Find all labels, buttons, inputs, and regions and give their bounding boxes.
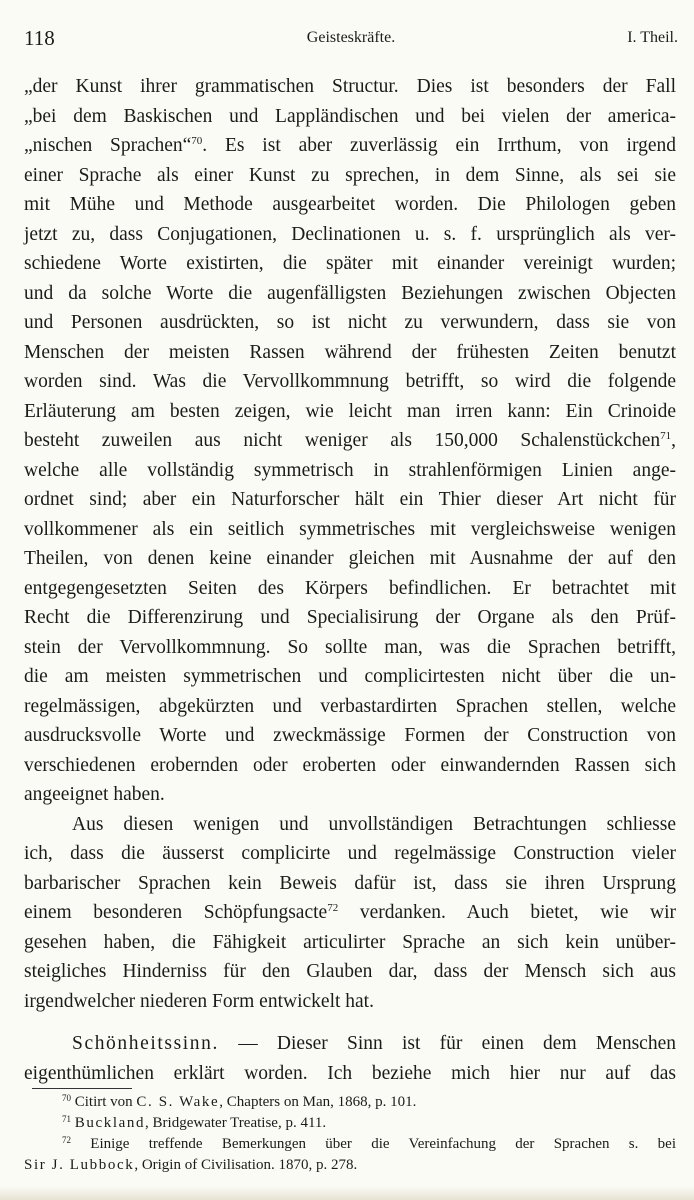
footnote-70 bbox=[24, 1092, 676, 1113]
text-line: stein der Vervollkommnung. So sollte man, was die Sprachen betrifft, bbox=[24, 636, 676, 658]
text-line: gesehen haben, die Fähigkeit articulirter Sprache an sich kein unüber- bbox=[24, 931, 676, 953]
running-head bbox=[24, 26, 678, 56]
text-line: Recht die Differenzirung und Specialisirung der Organe als den Prüf- bbox=[24, 607, 676, 628]
text-segment: „nischen Sprachen“ bbox=[24, 135, 192, 156]
text-line: ordnet sind; aber ein Naturforscher hält ein Thier dieser Art nicht für bbox=[24, 489, 676, 510]
text-line: Aus diesen wenigen und unvollständigen Betrachtungen schliesse bbox=[72, 813, 676, 835]
text-line: irgendwelcher niederen Form entwickelt hat. bbox=[24, 990, 374, 1012]
text-line: ausdrucksvolle Worte und zweckmässige Formen der Construction von bbox=[24, 725, 676, 746]
text-line: welche alle vollständig symmetrisch in strahlenförmigen Linien ange- bbox=[24, 459, 676, 481]
text-segment: verdanken. Auch bietet, wie wir bbox=[338, 902, 676, 923]
text-segment: . Es ist aber zuverlässig ein Irrthum, von irgend bbox=[202, 135, 676, 156]
text-segment: einem besonderen Schöpfungsacte bbox=[24, 902, 328, 923]
text-line bbox=[24, 1029, 676, 1059]
text-line bbox=[24, 131, 676, 161]
text-line: Theilen, von denen keine einander gleichen mit Ausnahme der auf den bbox=[24, 548, 676, 569]
text-line: jetzt zu, dass Conjugationen, Declinationen u. s. f. ursprünglich als ver- bbox=[24, 223, 676, 245]
footnote-text: Citirt von bbox=[71, 1094, 137, 1110]
footnote-ref-70[interactable]: 70 bbox=[191, 135, 203, 147]
footnote-72 bbox=[24, 1134, 676, 1155]
text-line: schiedene Worte existirten, die später mit einander vereinigt wurden; bbox=[24, 253, 676, 274]
paragraph-conclusion bbox=[24, 810, 676, 1017]
text-line: angeeignet haben. bbox=[24, 784, 165, 805]
text-segment: , bbox=[671, 430, 676, 451]
text-line: vollkommener als ein seitlich symmetrisches mit vergleichsweise wenigen bbox=[24, 518, 676, 540]
footnote-text: , Chapters on Man, 1868, p. 101. bbox=[219, 1094, 417, 1110]
text-line: ich, dass die äusserst complicirte und regelmässige Construction vieler bbox=[24, 843, 676, 864]
text-line: steigliches Hinderniss für den Glauben dar, dass der Mensch sich aus bbox=[24, 961, 676, 982]
footnote-separator bbox=[32, 1088, 132, 1089]
footnote-text: , Bridgewater Treatise, p. 411. bbox=[145, 1115, 327, 1131]
page-number: 118 bbox=[24, 26, 55, 50]
footnote-72-continued bbox=[24, 1155, 676, 1176]
footnote-author: Buckland bbox=[74, 1115, 146, 1131]
text-line: eigenthümlichen erklärt worden. Ich beziehe mich hier nur auf das bbox=[24, 1062, 676, 1084]
footnote-mark: 70 bbox=[62, 1093, 71, 1103]
text-line: Menschen der meisten Rassen während der frühesten Zeiten benutzt bbox=[24, 341, 676, 363]
text-line: „der Kunst ihrer grammatischen Structur. Dies ist besonders der Fall bbox=[24, 76, 676, 97]
paragraph-sense-of-beauty bbox=[24, 1029, 676, 1088]
footnote-text: Einige treffende Bemerkungen über die Vereinfachung der Sprachen s. bei bbox=[71, 1136, 676, 1152]
running-title: Geisteskräfte. bbox=[306, 29, 396, 46]
footnotes bbox=[24, 1092, 676, 1176]
footnote-author: C. S. Wake bbox=[136, 1094, 220, 1110]
text-line: „bei dem Baskischen und Lappländischen und bei vielen der america- bbox=[24, 105, 676, 127]
text-line: Erläuterung am besten zeigen, wie leicht man irren kann: Ein Crinoide bbox=[24, 400, 676, 422]
body-text bbox=[24, 72, 676, 1088]
text-line: worden sind. Was die Vervollkommnung betrifft, so wird die folgende bbox=[24, 371, 676, 392]
text-line: regelmässigen, abgekürzten und verbastardirten Sprachen stellen, welche bbox=[24, 695, 676, 717]
footnote-author: Sir J. Lubbock bbox=[24, 1157, 135, 1173]
text-line: einer Sprache als einer Kunst zu sprechen, in dem Sinne, als sei sie bbox=[24, 164, 676, 186]
paragraph-language-perfection bbox=[24, 72, 676, 810]
footnote-ref-71[interactable]: 71 bbox=[660, 430, 672, 442]
text-line bbox=[24, 898, 676, 928]
text-line: mit Mühe und Methode ausgearbeitet worden. Die Philologen geben bbox=[24, 194, 676, 215]
text-line: barbarischer Sprachen kein Beweis dafür ist, dass sie ihren Ursprung bbox=[24, 872, 676, 894]
footnote-text: , Origin of Civilisation. 1870, p. 278. bbox=[134, 1157, 358, 1173]
text-line: die am meisten symmetrischen und complicirtesten nicht über die un- bbox=[24, 666, 676, 687]
footnote-71 bbox=[24, 1113, 676, 1134]
footnote-mark: 72 bbox=[62, 1135, 71, 1145]
text-line: und Personen ausdrückten, so ist nicht zu verwundern, dass sie von bbox=[24, 312, 676, 333]
section-heading: Schönheitssinn. bbox=[72, 1033, 219, 1054]
footnote-ref-72[interactable]: 72 bbox=[327, 902, 339, 914]
text-line bbox=[24, 426, 676, 456]
text-line: verschiedenen erobernden oder eroberten oder einwandernden Rassen sich bbox=[24, 754, 676, 776]
text-segment: besteht zuweilen aus nicht weniger als 150,000 Schalenstückchen bbox=[24, 430, 661, 451]
text-line: und da solche Worte die augenfälligsten Beziehungen zwischen Objecten bbox=[24, 282, 676, 304]
footnote-mark: 71 bbox=[62, 1114, 71, 1124]
text-segment: — Dieser Sinn ist für einen dem Menschen bbox=[218, 1033, 676, 1054]
text-line: entgegengesetzten Seiten des Körpers befindlichen. Er betrachtet mit bbox=[24, 577, 676, 599]
part-label: I. Theil. bbox=[627, 29, 678, 46]
